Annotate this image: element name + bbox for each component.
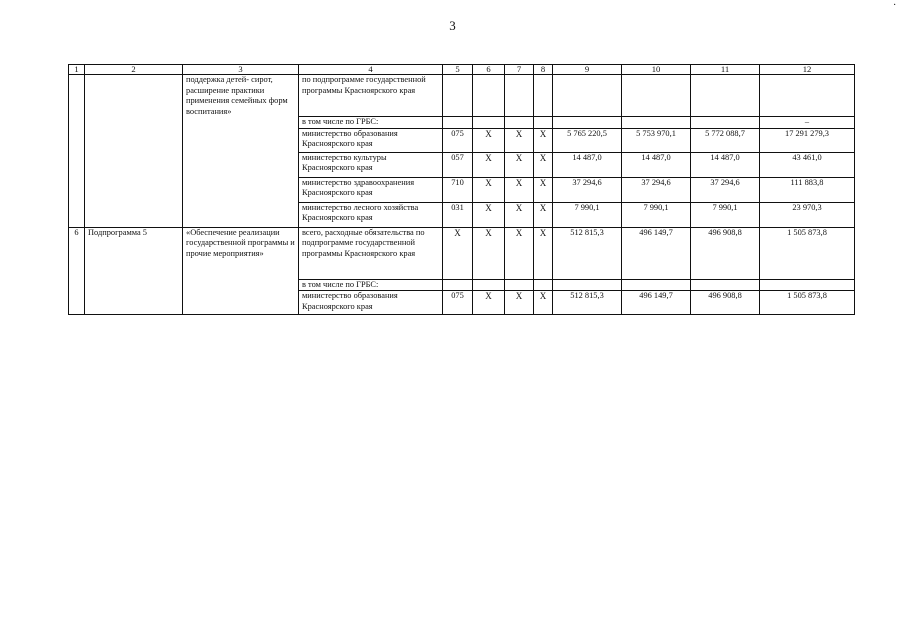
value-2021: 5 772 088,7: [691, 128, 760, 152]
value-2020: [622, 279, 691, 291]
value-2020: [622, 117, 691, 129]
value-total: 111 883,8: [760, 177, 855, 202]
column-number: 12: [760, 65, 855, 75]
x-mark: Х: [505, 227, 534, 279]
expense-label: министерство здравоохранения Красноярского края: [299, 177, 443, 202]
expense-label: по подпрограмме государственной программы Красноярского края: [299, 75, 443, 117]
value-2020: 37 294,6: [622, 177, 691, 202]
expense-label: всего, расходные обязательства по подпрограмме государственной программы Красноярского края: [299, 227, 443, 279]
value-2021: 7 990,1: [691, 202, 760, 227]
x-mark: Х: [473, 128, 505, 152]
expense-label: министерство образования Красноярского края: [299, 291, 443, 315]
value-2019: 5 765 220,5: [553, 128, 622, 152]
column-number: 1: [69, 65, 85, 75]
expense-label: в том числе по ГРБС:: [299, 117, 443, 129]
x-mark: Х: [505, 202, 534, 227]
x-mark: Х: [534, 177, 553, 202]
x-mark: Х: [534, 128, 553, 152]
value-2021: 37 294,6: [691, 177, 760, 202]
value-2020: 14 487,0: [622, 152, 691, 177]
x-mark: Х: [505, 291, 534, 315]
value-total: 23 970,3: [760, 202, 855, 227]
x-mark: [473, 117, 505, 129]
value-total: 1 505 873,8: [760, 291, 855, 315]
column-number: 5: [443, 65, 473, 75]
corner-mark: ·: [893, 0, 897, 11]
value-total: –: [760, 117, 855, 129]
column-number: 9: [553, 65, 622, 75]
value-total: 17 291 279,3: [760, 128, 855, 152]
grbs-code: [443, 117, 473, 129]
grbs-code: 075: [443, 291, 473, 315]
value-2019: 7 990,1: [553, 202, 622, 227]
grbs-code: 031: [443, 202, 473, 227]
expense-label: в том числе по ГРБС:: [299, 279, 443, 291]
program-title-cell: поддержка детей- сирот, расширение практики применения семейных форм воспитания»: [183, 75, 299, 228]
value-2020: 496 149,7: [622, 291, 691, 315]
value-2020: [622, 75, 691, 117]
x-mark: Х: [505, 152, 534, 177]
x-mark: Х: [473, 202, 505, 227]
status-cell: Подпрограмма 5: [85, 227, 183, 315]
grbs-code: 710: [443, 177, 473, 202]
value-2021: 496 908,8: [691, 227, 760, 279]
x-mark: Х: [534, 202, 553, 227]
grbs-code: 057: [443, 152, 473, 177]
table-row: [69, 75, 855, 117]
page-number: 3: [449, 18, 456, 33]
value-2021: 14 487,0: [691, 152, 760, 177]
table-row: [69, 227, 855, 279]
x-mark: Х: [473, 177, 505, 202]
x-mark: [505, 279, 534, 291]
column-number: 4: [299, 65, 443, 75]
budget-table: [68, 64, 855, 315]
value-2021: 496 908,8: [691, 291, 760, 315]
value-total: 1 505 873,8: [760, 227, 855, 279]
value-2020: 7 990,1: [622, 202, 691, 227]
column-number: 10: [622, 65, 691, 75]
value-total: [760, 279, 855, 291]
x-mark: [534, 75, 553, 117]
x-mark: Х: [473, 152, 505, 177]
value-2019: [553, 75, 622, 117]
x-mark: Х: [473, 291, 505, 315]
x-mark: Х: [473, 227, 505, 279]
x-mark: [473, 279, 505, 291]
value-total: [760, 75, 855, 117]
x-mark: [505, 75, 534, 117]
value-2020: 496 149,7: [622, 227, 691, 279]
status-cell: [85, 75, 183, 228]
column-number: 6: [473, 65, 505, 75]
value-2019: 14 487,0: [553, 152, 622, 177]
column-number: 3: [183, 65, 299, 75]
x-mark: Х: [505, 128, 534, 152]
grbs-code: [443, 75, 473, 117]
value-2021: [691, 75, 760, 117]
column-number: 11: [691, 65, 760, 75]
column-number: 7: [505, 65, 534, 75]
row-number-cell: 6: [69, 227, 85, 315]
grbs-code: Х: [443, 227, 473, 279]
value-2019: [553, 117, 622, 129]
program-title-cell: «Обеспечение реализации государственной программы и прочие мероприятия»: [183, 227, 299, 315]
value-total: 43 461,0: [760, 152, 855, 177]
x-mark: Х: [534, 291, 553, 315]
x-mark: [473, 75, 505, 117]
column-number: 8: [534, 65, 553, 75]
grbs-code: [443, 279, 473, 291]
expense-label: министерство лесного хозяйства Красноярского края: [299, 202, 443, 227]
value-2021: [691, 117, 760, 129]
column-number-row: [69, 65, 855, 75]
expense-label: министерство образования Красноярского края: [299, 128, 443, 152]
value-2019: 512 815,3: [553, 291, 622, 315]
x-mark: Х: [534, 227, 553, 279]
row-number-cell: [69, 75, 85, 228]
x-mark: [534, 279, 553, 291]
x-mark: [534, 117, 553, 129]
value-2021: [691, 279, 760, 291]
x-mark: Х: [534, 152, 553, 177]
value-2019: 37 294,6: [553, 177, 622, 202]
value-2019: 512 815,3: [553, 227, 622, 279]
x-mark: Х: [505, 177, 534, 202]
value-2019: [553, 279, 622, 291]
expense-label: министерство культуры Красноярского края: [299, 152, 443, 177]
value-2020: 5 753 970,1: [622, 128, 691, 152]
grbs-code: 075: [443, 128, 473, 152]
x-mark: [505, 117, 534, 129]
column-number: 2: [85, 65, 183, 75]
